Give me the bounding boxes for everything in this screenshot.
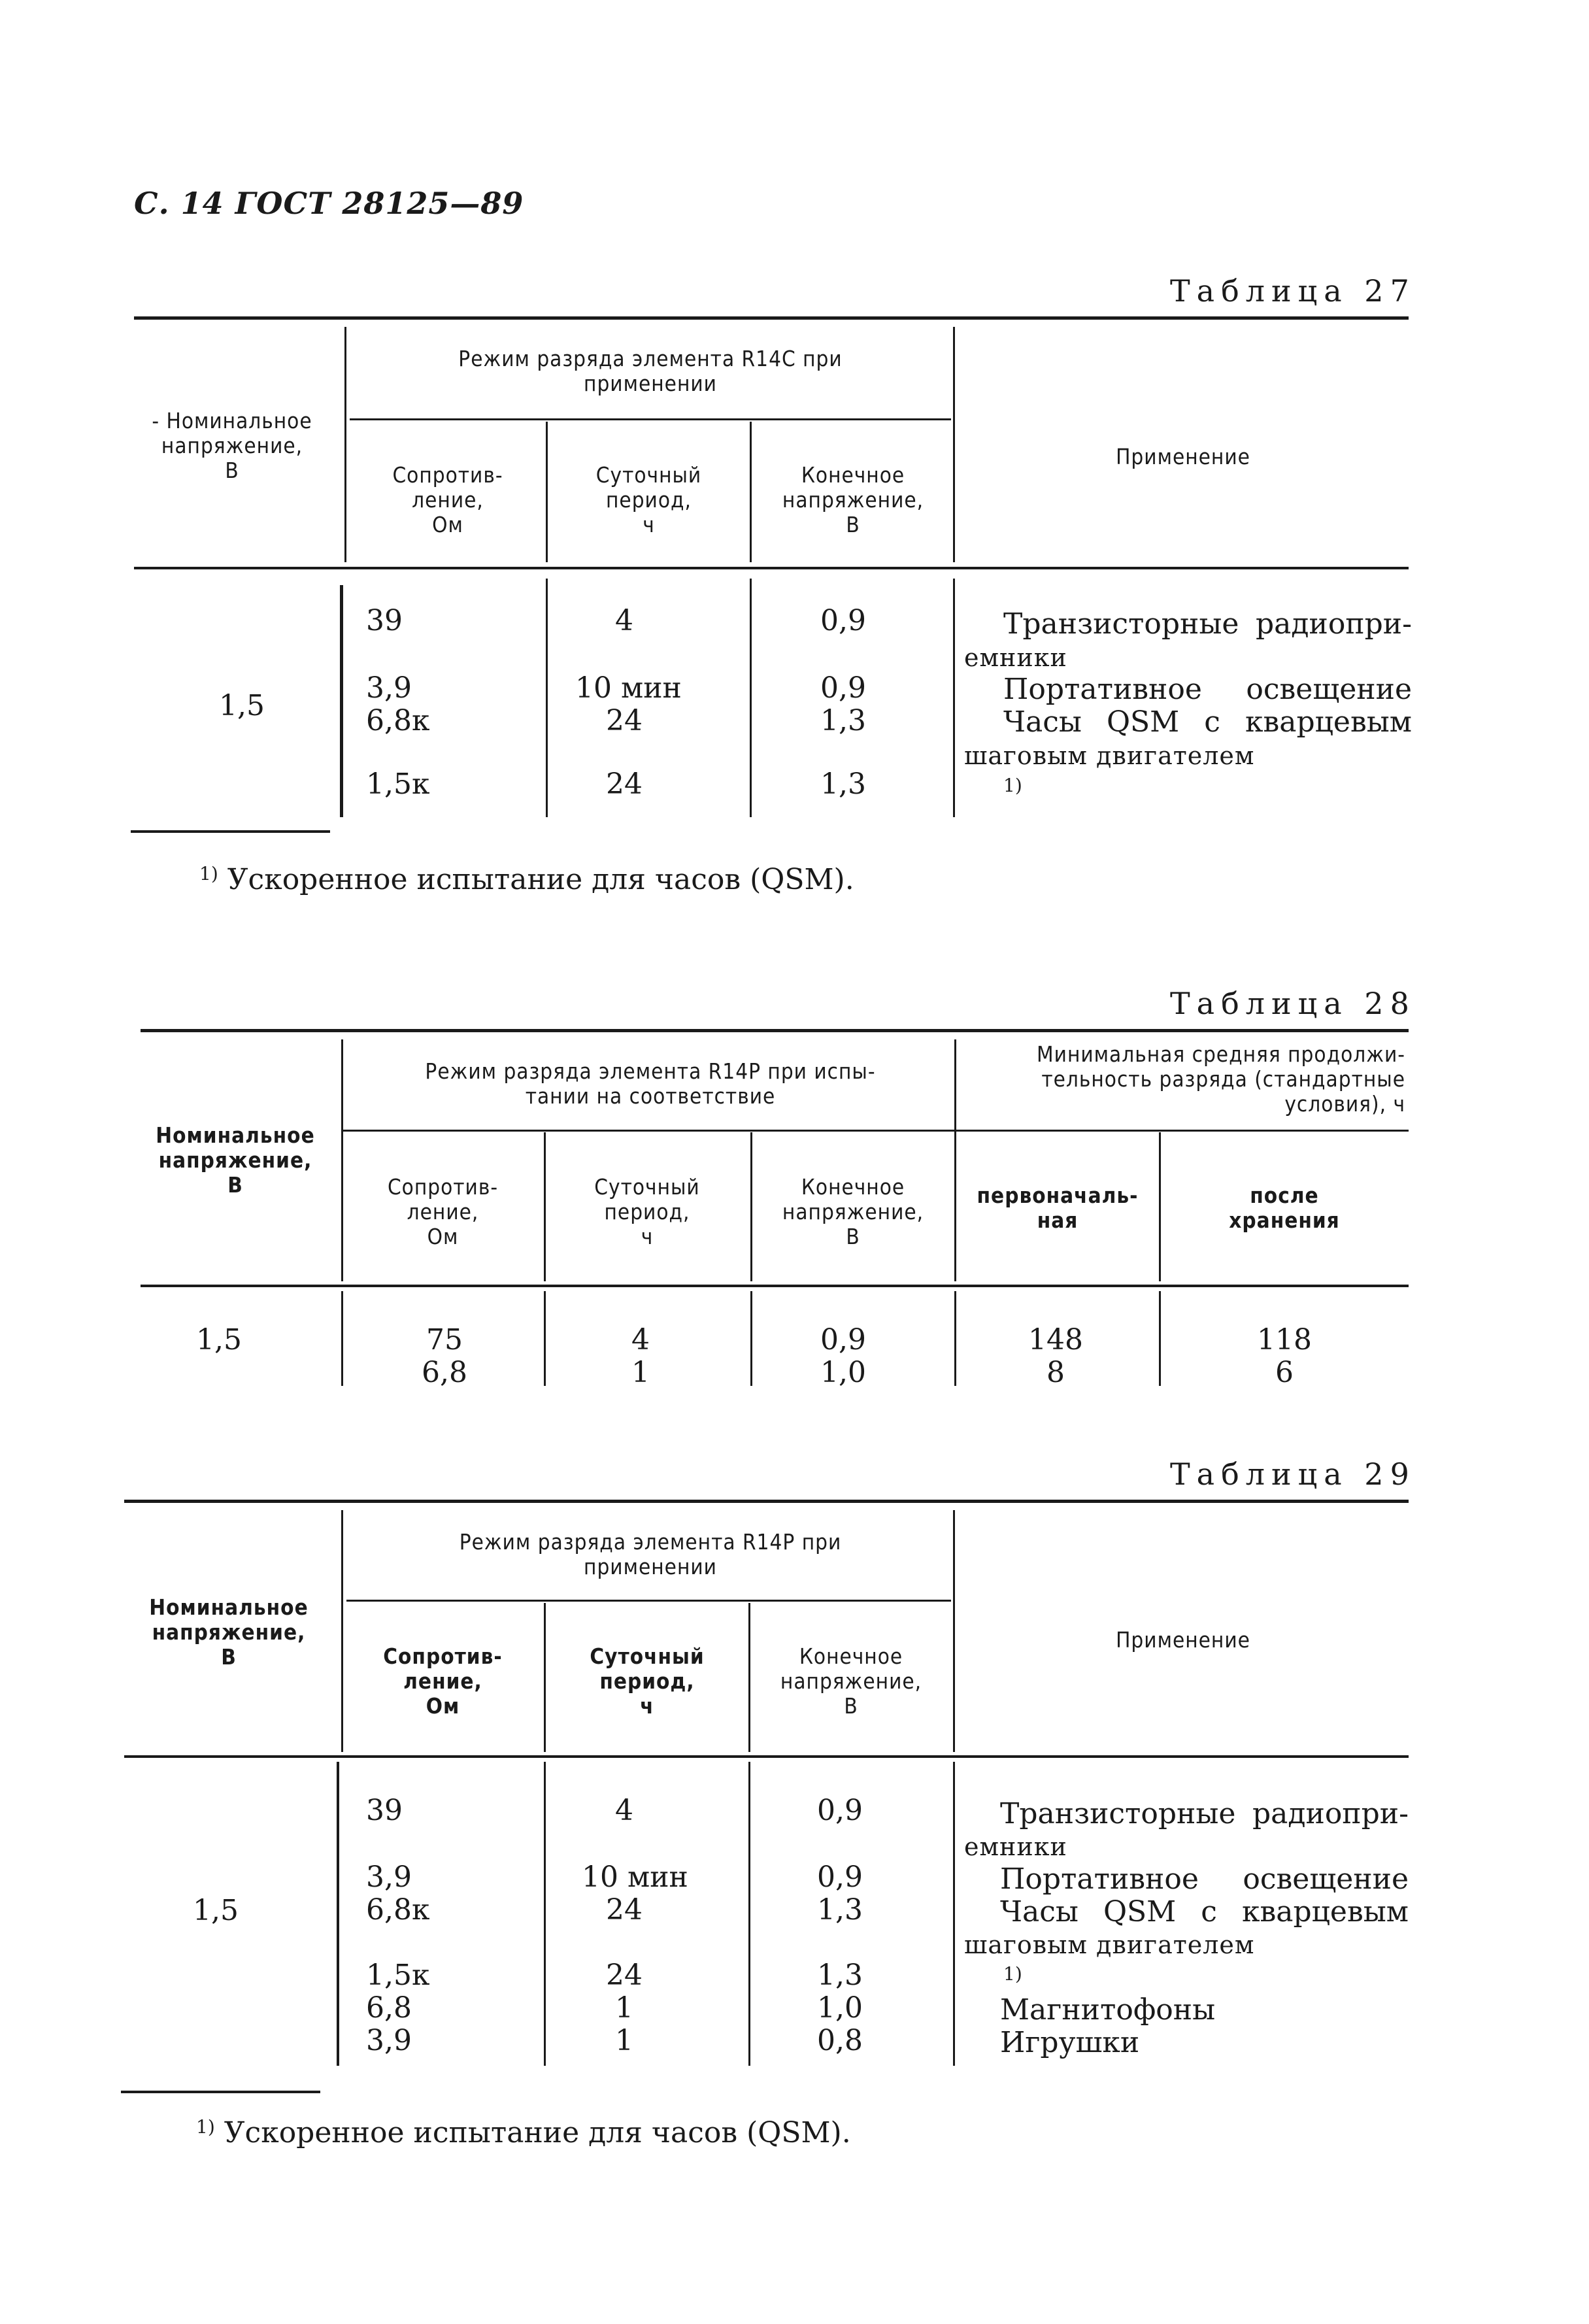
- app-word: Часы: [1000, 1895, 1079, 1928]
- table-27-vline: [344, 327, 346, 562]
- table-28-vline: [750, 1291, 752, 1386]
- table-27-application-3-cont: шаговым двигателем: [964, 741, 1255, 770]
- table-27-cell: 24: [606, 767, 643, 801]
- table-29-cell: 1,0: [817, 1991, 863, 2025]
- table-28-cell: 1: [631, 1356, 650, 1389]
- table-28-top-rule: [141, 1029, 1409, 1032]
- table-29-vline: [341, 1510, 343, 1752]
- table-28-caption: Таблица 28: [1170, 986, 1416, 1021]
- table-29-cell: 3,9: [366, 2024, 412, 2057]
- table-29-nominal-value: 1,5: [193, 1894, 239, 1927]
- app-word: Транзисторные: [1003, 607, 1239, 641]
- table-28-vline: [544, 1291, 546, 1386]
- table-29-col-application: Применение: [1116, 1627, 1250, 1653]
- table-28-cell: 8: [1046, 1356, 1065, 1389]
- table-28-col-after: после хранения: [1229, 1183, 1340, 1233]
- table-27-application-2: [1003, 673, 1412, 706]
- table-29-col-period: Суточный период, ч: [590, 1643, 705, 1719]
- table-28-group-header: Режим разряда элемента R14P при испы- тании на соответствие: [425, 1058, 876, 1109]
- table-28-col-nominal: Номинальное напряжение, В: [156, 1122, 315, 1198]
- table-28-vline: [544, 1132, 546, 1281]
- table-29-cell: 24: [606, 1893, 643, 1927]
- app-word: освещение: [1243, 1862, 1409, 1896]
- table-29-caption: Таблица 29: [1170, 1457, 1416, 1492]
- app-word: Часы: [1003, 705, 1082, 739]
- table-29-vline: [337, 1762, 339, 2066]
- table-28-cell: 6: [1275, 1356, 1294, 1389]
- table-27-application-1: [1003, 608, 1412, 641]
- table-27-vline: [340, 585, 343, 817]
- footnote-mark: 1): [199, 863, 218, 884]
- app-word: QSM: [1106, 705, 1180, 739]
- table-29-bottom-stub: [121, 2091, 320, 2093]
- table-27-application-4: 1): [1003, 775, 1022, 796]
- table-29-group-header: Режим разряда элемента R14P при применении: [459, 1529, 842, 1579]
- table-27-cell: 39: [366, 604, 403, 637]
- table-27-cell: 0,9: [820, 604, 866, 637]
- app-word: радиопри-: [1256, 607, 1412, 641]
- table-29-cell: 0,9: [817, 1794, 863, 1827]
- table-28-vline: [1159, 1291, 1161, 1386]
- table-28-col-period: Суточный период, ч: [594, 1174, 700, 1249]
- table-27-col-final: Конечное напряжение, В: [782, 462, 924, 537]
- table-27-top-rule: [134, 316, 1409, 320]
- table-27-group-rule: [350, 418, 951, 420]
- table-29-vline: [953, 1762, 955, 2066]
- table-27-nominal-value: 1,5: [219, 689, 265, 722]
- table-29-col-resistance: Сопротив- ление, Ом: [383, 1643, 503, 1719]
- table-27-cell: 1,3: [820, 704, 866, 737]
- table-29-col-nominal: Номинальное напряжение, В: [149, 1594, 309, 1670]
- table-27-cell: 1,3: [820, 767, 866, 801]
- table-29-application-3: [1000, 1896, 1409, 1928]
- table-28-cell: 6,8: [422, 1356, 467, 1389]
- footnote-mark: 1): [196, 2116, 215, 2138]
- table-29-col-final: Конечное напряжение, В: [780, 1643, 922, 1719]
- table-28-col-resistance: Сопротив- ление, Ом: [387, 1174, 499, 1249]
- table-29-application-6: Игрушки: [1000, 2026, 1140, 2059]
- table-27-group-header: Режим разряда элемента R14C при применении: [458, 346, 843, 396]
- table-27-col-application: Применение: [1116, 444, 1250, 469]
- table-28-group-rule: [343, 1130, 1409, 1132]
- table-27-col-nominal: - Номинальное напряжение, В: [152, 408, 312, 483]
- table-29-cell: 0,9: [817, 1861, 863, 1894]
- table-29-vline: [748, 1603, 750, 1752]
- table-27-cell: 4: [615, 604, 633, 637]
- table-29-cell: 1,5к: [366, 1959, 430, 1992]
- table-27-vline: [750, 422, 752, 562]
- table-29-application-5: Магнитофоны: [1000, 1993, 1216, 2027]
- app-word: QSM: [1103, 1895, 1177, 1928]
- table-29-cell: 24: [606, 1959, 643, 1992]
- table-29-top-rule: [124, 1500, 1409, 1503]
- table-29-cell: 4: [615, 1794, 633, 1827]
- table-29-cell: 6,8: [366, 1991, 412, 2025]
- app-word: Портативное: [1000, 1862, 1199, 1896]
- table-28-vline: [1159, 1132, 1161, 1281]
- table-28-cell: 0,9: [820, 1323, 866, 1356]
- app-word: освещение: [1246, 673, 1412, 706]
- table-28-group-header-2: Минимальная средняя продолжи- тельность разряда (стандартные условия), ч: [1037, 1041, 1405, 1117]
- table-29-group-rule: [346, 1600, 951, 1602]
- footnote-text: Ускоренное испытание для часов (QSM).: [224, 2116, 851, 2149]
- table-27-vline: [546, 579, 548, 817]
- app-word: кварцевым: [1245, 705, 1412, 739]
- table-27-vline: [953, 579, 955, 817]
- table-29-cell: 3,9: [366, 1861, 412, 1894]
- table-28-cell: 148: [1028, 1323, 1083, 1356]
- table-29-cell: 6,8к: [366, 1893, 430, 1927]
- table-29-cell: 10 мин: [582, 1861, 688, 1894]
- app-word: Портативное: [1003, 673, 1202, 706]
- table-27-cell: 10 мин: [575, 671, 682, 705]
- table-28-cell: 4: [631, 1323, 650, 1356]
- table-27-cell: 1,5к: [366, 767, 430, 801]
- table-28-vline: [341, 1291, 343, 1386]
- table-29-application-1: [1000, 1798, 1409, 1830]
- table-29-cell: 39: [366, 1794, 403, 1827]
- table-29-vline: [544, 1762, 546, 2066]
- table-27-bottom-stub: [131, 830, 330, 833]
- table-28-col-final: Конечное напряжение, В: [782, 1174, 924, 1249]
- table-29-cell: 0,8: [817, 2024, 863, 2057]
- app-word: кварцевым: [1241, 1895, 1409, 1928]
- table-27-col-period: Суточный период, ч: [595, 462, 702, 537]
- table-29-cell: 1,3: [817, 1893, 863, 1927]
- app-word: Транзисторные: [1000, 1797, 1236, 1830]
- page-header: С. 14 ГОСТ 28125—89: [134, 186, 524, 221]
- table-27-application-3: [1003, 706, 1412, 739]
- table-27-application-1-cont: емники: [964, 643, 1067, 672]
- app-word: с: [1204, 705, 1220, 739]
- table-27-cell: 24: [606, 704, 643, 737]
- table-28-cell: 118: [1257, 1323, 1312, 1356]
- table-29-cell: 1: [615, 2024, 633, 2057]
- table-28-vline: [954, 1291, 956, 1386]
- table-27-vline: [750, 579, 752, 817]
- table-27-vline: [953, 327, 955, 562]
- table-29-application-3-cont: шаговым двигателем: [964, 1930, 1255, 1959]
- footnote-text: Ускоренное испытание для часов (QSM).: [227, 863, 854, 896]
- table-29-application-1-cont: емники: [964, 1832, 1067, 1861]
- table-27-vline: [546, 422, 548, 562]
- table-27-caption: Таблица 27: [1170, 273, 1416, 309]
- table-27-footnote: [199, 863, 854, 896]
- table-27-cell: 0,9: [820, 671, 866, 705]
- table-28-cell: 75: [426, 1323, 463, 1356]
- table-27-cell: 6,8к: [366, 704, 430, 737]
- table-27-col-resistance: Сопротив- ление, Ом: [392, 462, 503, 537]
- table-29-vline: [748, 1762, 750, 2066]
- table-28-header-rule: [141, 1285, 1409, 1287]
- table-29-application-2: [1000, 1863, 1409, 1896]
- table-29-vline: [953, 1510, 955, 1752]
- table-29-application-4: 1): [1003, 1963, 1022, 1985]
- table-28-nominal-value: 1,5: [196, 1323, 242, 1356]
- table-29-vline: [544, 1603, 546, 1752]
- table-28-vline: [750, 1132, 752, 1281]
- table-28-cell: 1,0: [820, 1356, 866, 1389]
- table-29-cell: 1,3: [817, 1959, 863, 1992]
- table-29-footnote: [196, 2116, 851, 2149]
- table-28-vline: [341, 1039, 343, 1281]
- table-29-cell: 1: [615, 1991, 633, 2025]
- table-28-vline: [954, 1039, 956, 1281]
- table-29-header-rule: [124, 1755, 1409, 1758]
- table-27-header-rule: [134, 567, 1409, 569]
- app-word: с: [1201, 1895, 1217, 1928]
- table-27-cell: 3,9: [366, 671, 412, 705]
- app-word: радиопри-: [1252, 1797, 1409, 1830]
- table-28-col-initial: первоначаль- ная: [977, 1183, 1139, 1233]
